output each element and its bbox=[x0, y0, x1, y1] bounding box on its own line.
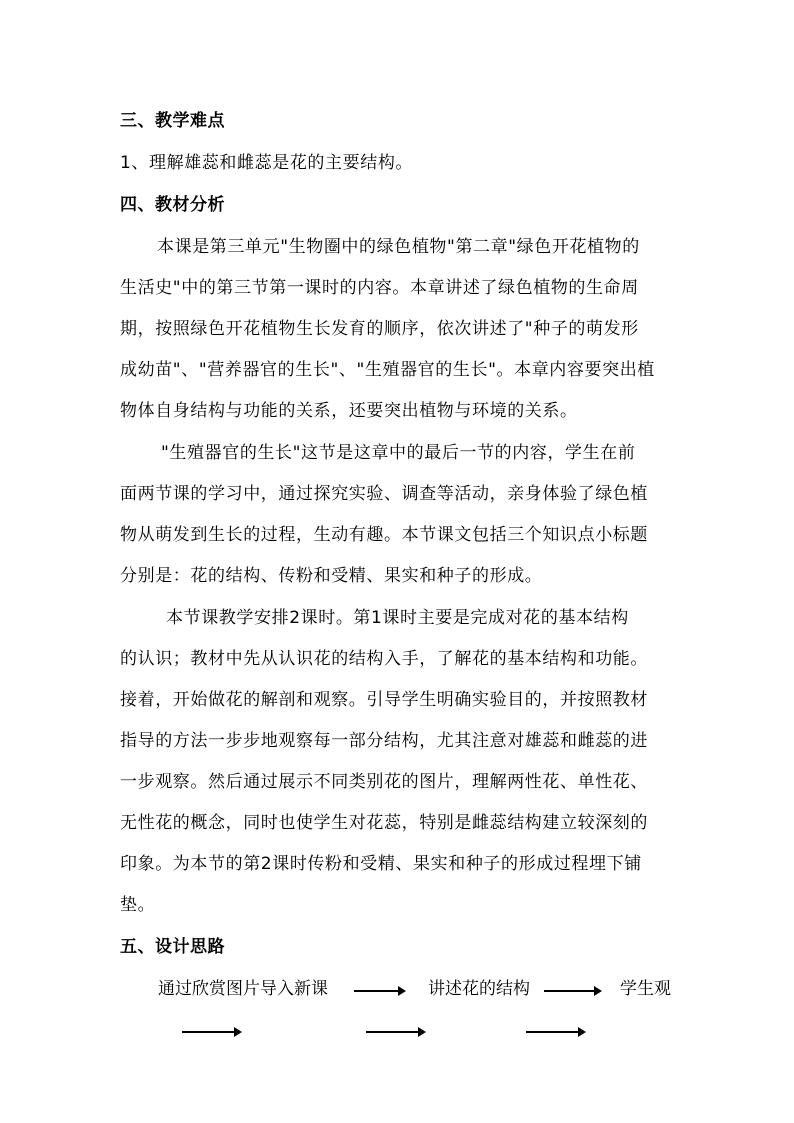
paragraph-line: 生活史"中的第三节第一课时的内容。本章讲述了绿色植物的生命周 bbox=[120, 278, 639, 298]
arrow-right-icon bbox=[366, 1031, 424, 1033]
paragraph-line: 印象。为本节的第2课时传粉和受精、果实和种子的形成过程埋下铺 bbox=[120, 854, 642, 874]
paragraph-line: 接着，开始做花的解剖和观察。引导学生明确实验目的，并按照教材 bbox=[120, 690, 648, 710]
paragraph-line: 面两节课的学习中，通过探究实验、调查等活动，亲身体验了绿色植 bbox=[120, 484, 648, 504]
paragraph-line: 物从萌发到生长的过程，生动有趣。本节课文包括三个知识点小标题 bbox=[120, 525, 648, 545]
arrow-right-icon bbox=[354, 990, 404, 992]
paragraph-line: "生殖器官的生长"这节是这章中的最后一节的内容，学生在前 bbox=[161, 443, 636, 463]
paragraph-line: 指导的方法一步步地观察每一部分结构，尤其注意对雄蕊和雌蕊的进 bbox=[120, 731, 648, 751]
paragraph-line: 期，按照绿色开花植物生长发育的顺序，依次讲述了"种子的萌发形 bbox=[120, 319, 639, 339]
arrow-right-icon bbox=[544, 990, 600, 992]
arrow-right-icon bbox=[182, 1031, 240, 1033]
section-3-item-1: 1、理解雄蕊和雌蕊是花的主要结构。 bbox=[120, 153, 414, 173]
paragraph-line: 物体自身结构与功能的关系，还要突出植物与环境的关系。 bbox=[120, 401, 578, 421]
arrow-right-icon bbox=[526, 1031, 584, 1033]
paragraph-line: 的认识；教材中先从认识花的结构入手，了解花的基本结构和功能。 bbox=[120, 649, 648, 669]
section-3-heading: 三、教学难点 bbox=[120, 111, 225, 131]
paragraph-line: 一步观察。然后通过展示不同类别花的图片，理解两性花、单性花、 bbox=[120, 772, 648, 792]
flow-step: 通过欣赏图片导入新课 bbox=[158, 979, 328, 999]
section-5-heading: 五、设计思路 bbox=[120, 937, 225, 957]
paragraph-line: 成幼苗"、"营养器官的生长"、"生殖器官的生长"。本章内容要突出植 bbox=[120, 360, 655, 380]
flow-step: 学生观 bbox=[620, 979, 671, 999]
flow-step: 讲述花的结构 bbox=[428, 979, 530, 999]
paragraph-line: 无性花的概念，同时也使学生对花蕊，特别是雌蕊结构建立较深刻的 bbox=[120, 813, 648, 833]
paragraph-line: 分别是：花的结构、传粉和受精、果实和种子的形成。 bbox=[120, 566, 543, 586]
paragraph-line: 本节课教学安排2课时。第1课时主要是完成对花的基本结构 bbox=[166, 608, 629, 628]
paragraph-line: 垫。 bbox=[120, 895, 156, 915]
paragraph-line: 本课是第三单元"生物圈中的绿色植物"第二章"绿色开花植物的 bbox=[157, 237, 640, 257]
section-4-heading: 四、教材分析 bbox=[120, 195, 225, 215]
